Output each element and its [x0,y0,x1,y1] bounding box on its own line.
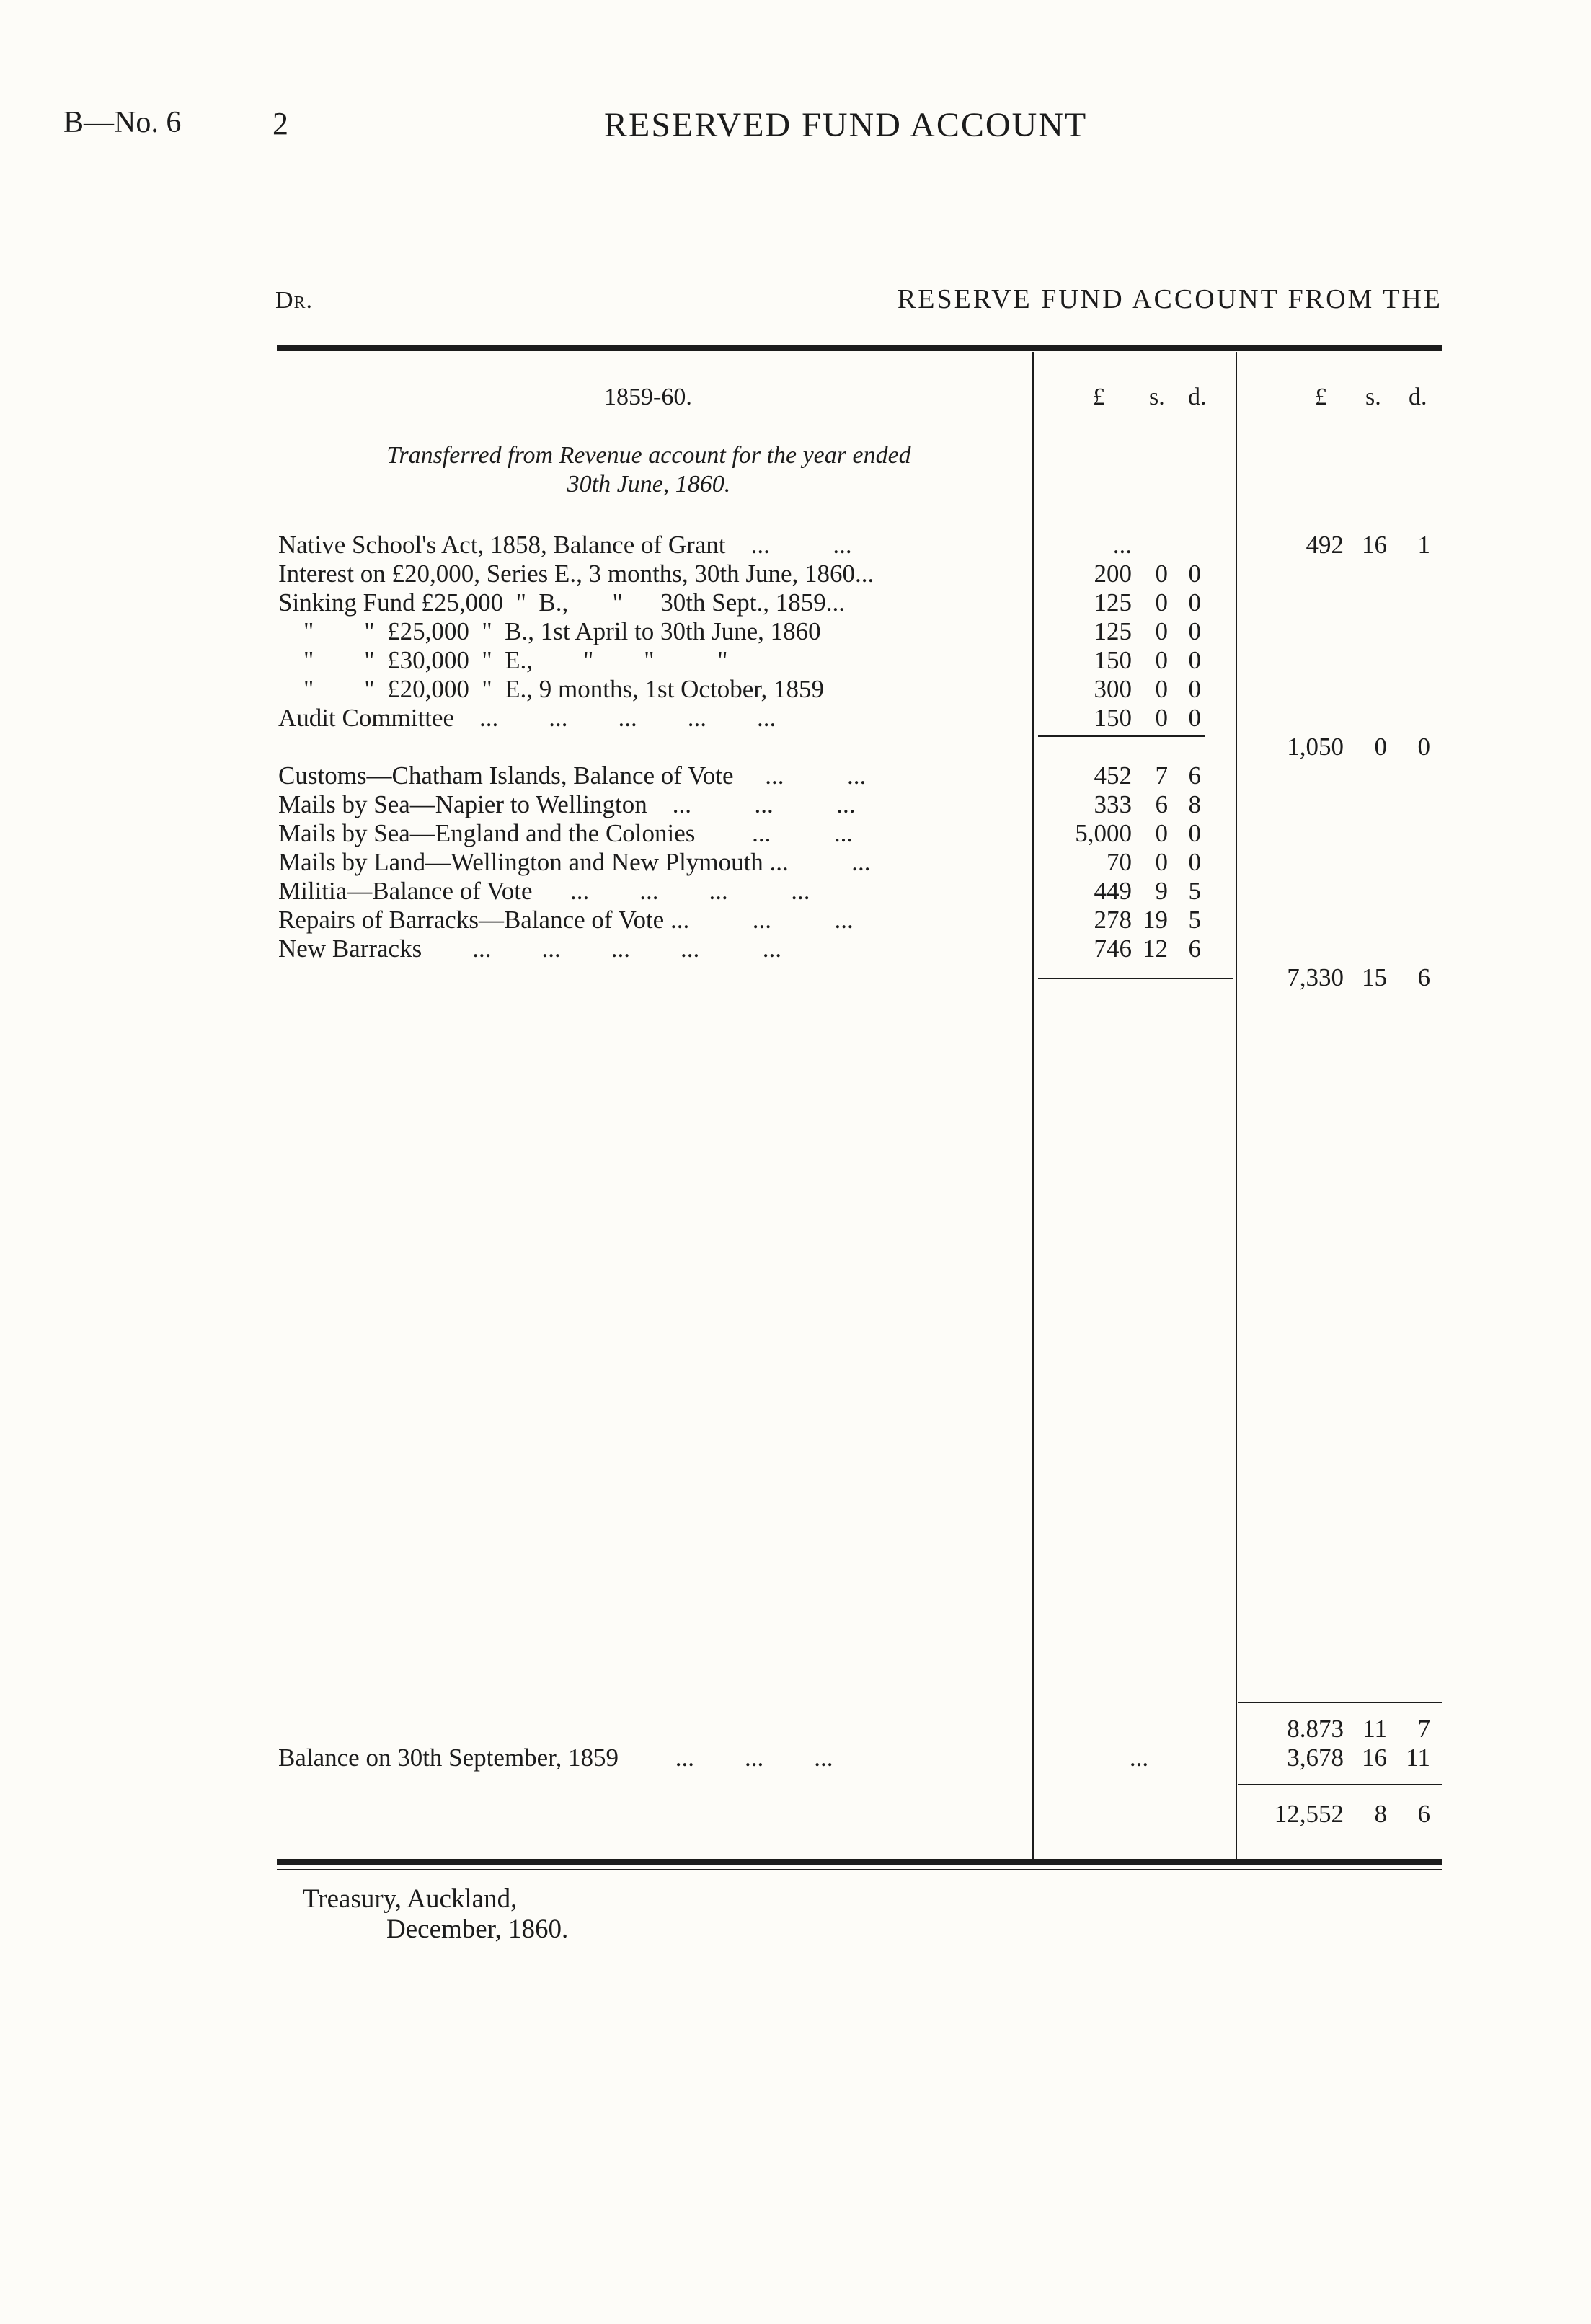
balance-pence: 11 [1406,1744,1430,1772]
subtotal-pence: 6 [1417,963,1430,991]
amount-pence: 6 [1188,761,1201,790]
amount-shilling: 0 [1155,675,1168,703]
amount-pound: 449 [1094,877,1132,905]
subtotal-shilling: 15 [1362,963,1387,991]
balance-item: Balance on 30th September, 1859 ... ... ... [278,1744,833,1772]
ledger-item: Customs—Chatham Islands, Balance of Vote ... ... [278,761,867,790]
amount-shilling: 0 [1155,704,1168,732]
ledger-item: Mails by Sea—Napier to Wellington ... ... ... [278,790,856,818]
amount-pound: 200 [1094,560,1132,588]
top-rule [277,345,1442,351]
amount-pound: 5,000 [1075,819,1132,847]
amount-pound: 70 [1107,848,1132,876]
page-title: RESERVED FUND ACCOUNT [604,106,1088,144]
amount-shilling: 6 [1155,790,1168,818]
amount-shilling: 12 [1143,935,1168,963]
treasury-location: Treasury, Auckland, [303,1884,518,1914]
ledger-item: Native School's Act, 1858, Balance of Grant ... ... [278,531,852,559]
subtotal-pence: 0 [1417,733,1430,761]
total-pound: 492 [1306,531,1344,559]
amount-shilling: 0 [1155,588,1168,617]
treasury-date: December, 1860. [386,1914,569,1944]
year-heading: 1859-60. [604,384,692,410]
amount-shilling: 0 [1155,617,1168,645]
total-pound: 8.873 [1287,1715,1344,1743]
amount-pence: 0 [1188,848,1201,876]
ledger-item: New Barracks ... ... ... ... ... [278,935,781,963]
amount-pound: 333 [1094,790,1132,818]
amount-pence: 0 [1188,588,1201,617]
account-title: RESERVE FUND ACCOUNT FROM THE [897,284,1442,314]
amount-pound: 452 [1094,761,1132,790]
grand-total-shilling: 8 [1374,1800,1387,1828]
amount-pound: 278 [1094,906,1132,934]
amount-pence: 0 [1188,675,1201,703]
grand-total-pence: 6 [1417,1800,1430,1828]
column-divider-left [1032,352,1034,1859]
amount-pound: 125 [1094,588,1132,617]
ledger-item: " " £20,000 " E., 9 months, 1st October, 1859 [278,675,824,703]
amount-pound: ... [1112,531,1132,559]
balance-amount-pound: ... [1129,1744,1149,1772]
amount-pence: 5 [1188,877,1201,905]
amount-pound: 125 [1094,617,1132,645]
bottom-rule [277,1859,1442,1865]
ledger-item: Mails by Sea—England and the Colonies ... ... [278,819,854,847]
ledger-item: Repairs of Barracks—Balance of Vote ... ... ... [278,906,854,934]
amount-shilling: 0 [1155,819,1168,847]
total-rule [1238,1702,1442,1703]
amount-pence: 5 [1188,906,1201,934]
amount-pence: 0 [1188,560,1201,588]
subtotal-shilling: 0 [1374,733,1387,761]
subheading-line-2: 30th June, 1860. [567,471,731,498]
subtotal-pound: 1,050 [1287,733,1344,761]
bottom-rule-thin [277,1869,1442,1870]
amount-pound: 300 [1094,675,1132,703]
ledger-item: Mails by Land—Wellington and New Plymouth ... ... [278,848,871,876]
amount-pence: 0 [1188,646,1201,674]
amount-pound: 746 [1094,935,1132,963]
amount-pence: 0 [1188,617,1201,645]
total-shilling: 11 [1362,1715,1387,1743]
balance-pound: 3,678 [1287,1744,1344,1772]
amount-pence: 0 [1188,819,1201,847]
amount-pence: 6 [1188,935,1201,963]
subheading [288,441,1009,499]
total-pence: 7 [1417,1715,1430,1743]
amount-shilling: 7 [1155,761,1168,790]
ledger-item: Militia—Balance of Vote ... ... ... ... [278,877,810,905]
amount-pound: 150 [1094,704,1132,732]
amount-pound: 150 [1094,646,1132,674]
account-side-label: Dr. [275,287,314,314]
amount-shilling: 19 [1143,906,1168,934]
total-shilling: 16 [1362,531,1387,559]
document-reference: B—No. 6 [63,106,182,139]
ledger-item: Interest on £20,000, Series E., 3 months, 30th June, 1860... [278,560,874,588]
shilling-heading-outer: s. [1365,384,1381,410]
pound-heading-outer: £ [1315,384,1327,410]
balance-shilling: 16 [1362,1744,1387,1772]
amount-shilling: 0 [1155,560,1168,588]
column-divider-right [1236,352,1237,1859]
ledger-item: " " £30,000 " E., " " " [278,646,728,674]
total-pence: 1 [1417,531,1430,559]
amount-shilling: 0 [1155,646,1168,674]
amount-pence: 0 [1188,704,1201,732]
subtotal-rule [1038,735,1205,737]
subtotal-pound: 7,330 [1287,963,1344,991]
amount-shilling: 0 [1155,848,1168,876]
amount-pence: 8 [1188,790,1201,818]
ledger-item: Sinking Fund £25,000 " B., " 30th Sept., 1859... [278,588,845,617]
pound-heading-inner: £ [1093,384,1105,410]
grand-total-pound: 12,552 [1274,1800,1344,1828]
shilling-heading-inner: s. [1149,384,1165,410]
grand-total-rule [1238,1784,1442,1785]
page-number: 2 [272,106,288,141]
ledger-item: " " £25,000 " B., 1st April to 30th June, 1860 [278,617,821,645]
pence-heading-inner: d. [1188,384,1207,410]
ledger-item: Audit Committee ... ... ... ... ... [278,704,776,732]
amount-shilling: 9 [1155,877,1168,905]
subtotal-rule [1038,978,1233,979]
pence-heading-outer: d. [1409,384,1427,410]
subheading-line-1: Transferred from Revenue account for the year ended [386,442,911,469]
